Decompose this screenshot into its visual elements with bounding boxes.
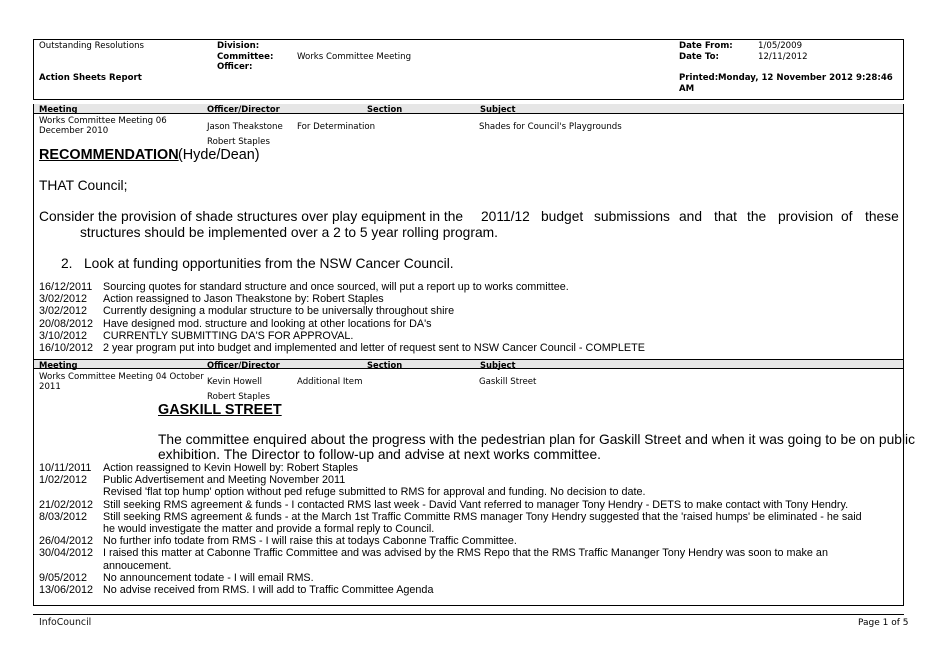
- log-date: 30/04/2012: [39, 547, 94, 560]
- log-entry: [39, 474, 899, 486]
- para1-part-a: Consider the provision of shade structures over play equipment in the: [39, 209, 464, 224]
- item1-meeting-date: December 2010: [39, 126, 109, 136]
- column-header-bar-2: [34, 359, 903, 369]
- date-to-label: Date To:: [679, 52, 719, 62]
- printed-value: Monday, 12 November 2012 9:28:46: [718, 73, 893, 83]
- item1-meeting: Works Committee Meeting 06: [39, 116, 167, 126]
- log-text: annoucement.: [103, 559, 172, 572]
- log-date: 21/02/2012: [39, 498, 94, 511]
- item2-action-log: [39, 462, 899, 604]
- footer-rule: [33, 614, 904, 615]
- point2-number: 2.: [61, 256, 73, 271]
- item2-para-line1: The committee enquired about the progress with the pedestrian plan for Gaskill Street and when it was going to be on public: [158, 432, 915, 447]
- log-text: No further info todate from RMS - I will raise this at todays Cabonne Traffic Committee.: [103, 535, 517, 548]
- division-label: Division:: [217, 41, 260, 51]
- log-entry: [39, 499, 899, 511]
- log-entry: [39, 486, 899, 498]
- log-date: 3/10/2012: [39, 329, 88, 342]
- log-entry: [39, 305, 899, 317]
- log-date: 13/06/2012: [39, 584, 94, 596]
- that-council: THAT Council;: [39, 178, 128, 193]
- col-section: Section: [367, 360, 403, 370]
- date-from-value: 1/05/2009: [758, 41, 803, 51]
- log-entry: [39, 535, 899, 547]
- log-date: 9/05/2012: [39, 571, 88, 584]
- item1-action-log: [39, 281, 899, 357]
- log-entry: [39, 330, 899, 342]
- log-entry: [39, 572, 899, 584]
- log-entry: [39, 560, 899, 572]
- log-text: he would investigate the matter and provide a formal reply to Council.: [103, 523, 435, 535]
- log-entry: [39, 584, 899, 596]
- log-text: Public Advertisement and Meeting November 2011: [103, 474, 346, 487]
- log-entry: [39, 293, 899, 305]
- committee-label: Committee:: [217, 52, 274, 62]
- log-entry: [39, 547, 899, 559]
- log-text: No announcement todate - I will email RMS.: [103, 571, 314, 584]
- log-date: 26/04/2012: [39, 535, 94, 548]
- item2-subject: Gaskill Street: [479, 377, 537, 387]
- para1-part-j: these: [865, 209, 899, 224]
- log-text: Sourcing quotes for standard structure and once sourced, will put a report up to works committee.: [103, 281, 569, 293]
- col-meeting: Meeting: [39, 104, 78, 114]
- col-subject: Subject: [480, 360, 516, 370]
- item1-officer: Jason Theakstone: [207, 122, 283, 132]
- para1-line2: structures should be implemented over a 2 to 5 year rolling program.: [80, 225, 498, 240]
- item1-director: Robert Staples: [207, 137, 270, 147]
- printed-label: Printed:: [679, 73, 719, 83]
- para1-part-b: 2011/12: [481, 209, 530, 224]
- item2-meeting-date: 2011: [39, 382, 61, 392]
- column-header-bar: [34, 104, 903, 114]
- date-to-value: 12/11/2012: [758, 52, 808, 62]
- gaskill-heading: GASKILL STREET: [158, 402, 282, 418]
- log-date: 3/02/2012: [39, 293, 88, 306]
- date-from-label: Date From:: [679, 41, 733, 51]
- outstanding-label: Outstanding Resolutions: [39, 41, 144, 51]
- log-date: 20/08/2012: [39, 317, 94, 330]
- item1-section: For Determination: [297, 122, 376, 132]
- log-text: I raised this matter at Cabonne Traffic Committee and was advised by the RMS Repo that the RMS Traffic Mananger Tony Hendry was soon to make an: [103, 547, 828, 560]
- item1-subject: Shades for Council's Playgrounds: [479, 122, 622, 132]
- log-date: 1/02/2012: [39, 474, 88, 487]
- log-entry: [39, 281, 899, 293]
- footer-brand: InfoCouncil: [39, 617, 92, 628]
- log-date: 16/12/2011: [39, 281, 93, 293]
- log-text: Currently designing a modular structure to be universally throughout shire: [103, 305, 455, 318]
- report-name: Action Sheets Report: [39, 73, 142, 83]
- recommendation-heading: RECOMMENDATION: [39, 147, 179, 163]
- log-text: No advise received from RMS. I will add to Traffic Committee Agenda: [103, 584, 434, 596]
- item2-meeting: Works Committee Meeting 04 October: [39, 372, 204, 382]
- committee-value: Works Committee Meeting: [297, 52, 412, 62]
- log-entry: [39, 462, 899, 474]
- printed-value-continued: AM: [679, 84, 695, 94]
- para1-part-g: the: [747, 209, 767, 224]
- point2-text: Look at funding opportunities from the NSW Cancer Council.: [84, 256, 454, 271]
- log-date: 8/03/2012: [39, 510, 88, 523]
- log-date: 3/02/2012: [39, 305, 88, 318]
- para1-part-f: that: [714, 209, 738, 224]
- log-text: 2 year program put into budget and implemented and letter of request sent to NSW Cancer Council - COMPLETE: [103, 342, 645, 354]
- log-text: Revised 'flat top hump' option without ped refuge submitted to RMS for approval and funding. No decision to date.: [103, 486, 646, 499]
- log-text: Have designed mod. structure and looking at other locations for DA's: [103, 317, 432, 330]
- para1-part-e: and: [679, 209, 703, 224]
- para1-part-i: of: [841, 209, 853, 224]
- col-subject: Subject: [480, 104, 516, 114]
- log-text: Action reassigned to Jason Theakstone by: Robert Staples: [103, 293, 384, 306]
- log-date: 10/11/2011: [39, 462, 92, 474]
- recommendation-movers: (Hyde/Dean): [178, 147, 260, 163]
- item2-section: Additional Item: [297, 377, 363, 387]
- para1-part-h: provision: [778, 209, 834, 224]
- log-entry: [39, 511, 899, 523]
- item2-para-line2: exhibition. The Director to follow-up and advise at next works committee.: [158, 447, 601, 462]
- para1-part-d: submissions: [594, 209, 670, 224]
- log-text: Still seeking RMS agreement & funds - at the March 1st Traffic Committe RMS manager Tony Hendry suggested that the 'raised humps' be eliminated - he said: [103, 510, 862, 523]
- log-text: Still seeking RMS agreement & funds - I contacted RMS last week - David Vant referred to manager Tony Hendry - DETS to make contact with Tony Hendry.: [103, 498, 849, 511]
- log-entry: [39, 523, 899, 535]
- para1-part-c: budget: [541, 209, 584, 224]
- log-entry: [39, 342, 899, 354]
- log-text: CURRENTLY SUBMITTING DA'S FOR APPROVAL.: [103, 329, 354, 342]
- item2-director: Robert Staples: [207, 392, 270, 402]
- col-meeting: Meeting: [39, 360, 78, 370]
- log-date: 16/10/2012: [39, 342, 94, 354]
- officer-label: Officer:: [217, 62, 253, 72]
- log-text: Action reassigned to Kevin Howell by: Robert Staples: [103, 462, 359, 474]
- col-section: Section: [367, 104, 403, 114]
- log-entry: [39, 318, 899, 330]
- item2-officer: Kevin Howell: [207, 377, 262, 387]
- page-number: Page 1 of 5: [858, 618, 909, 628]
- col-officer: Officer/Director: [207, 360, 280, 370]
- col-officer: Officer/Director: [207, 104, 280, 114]
